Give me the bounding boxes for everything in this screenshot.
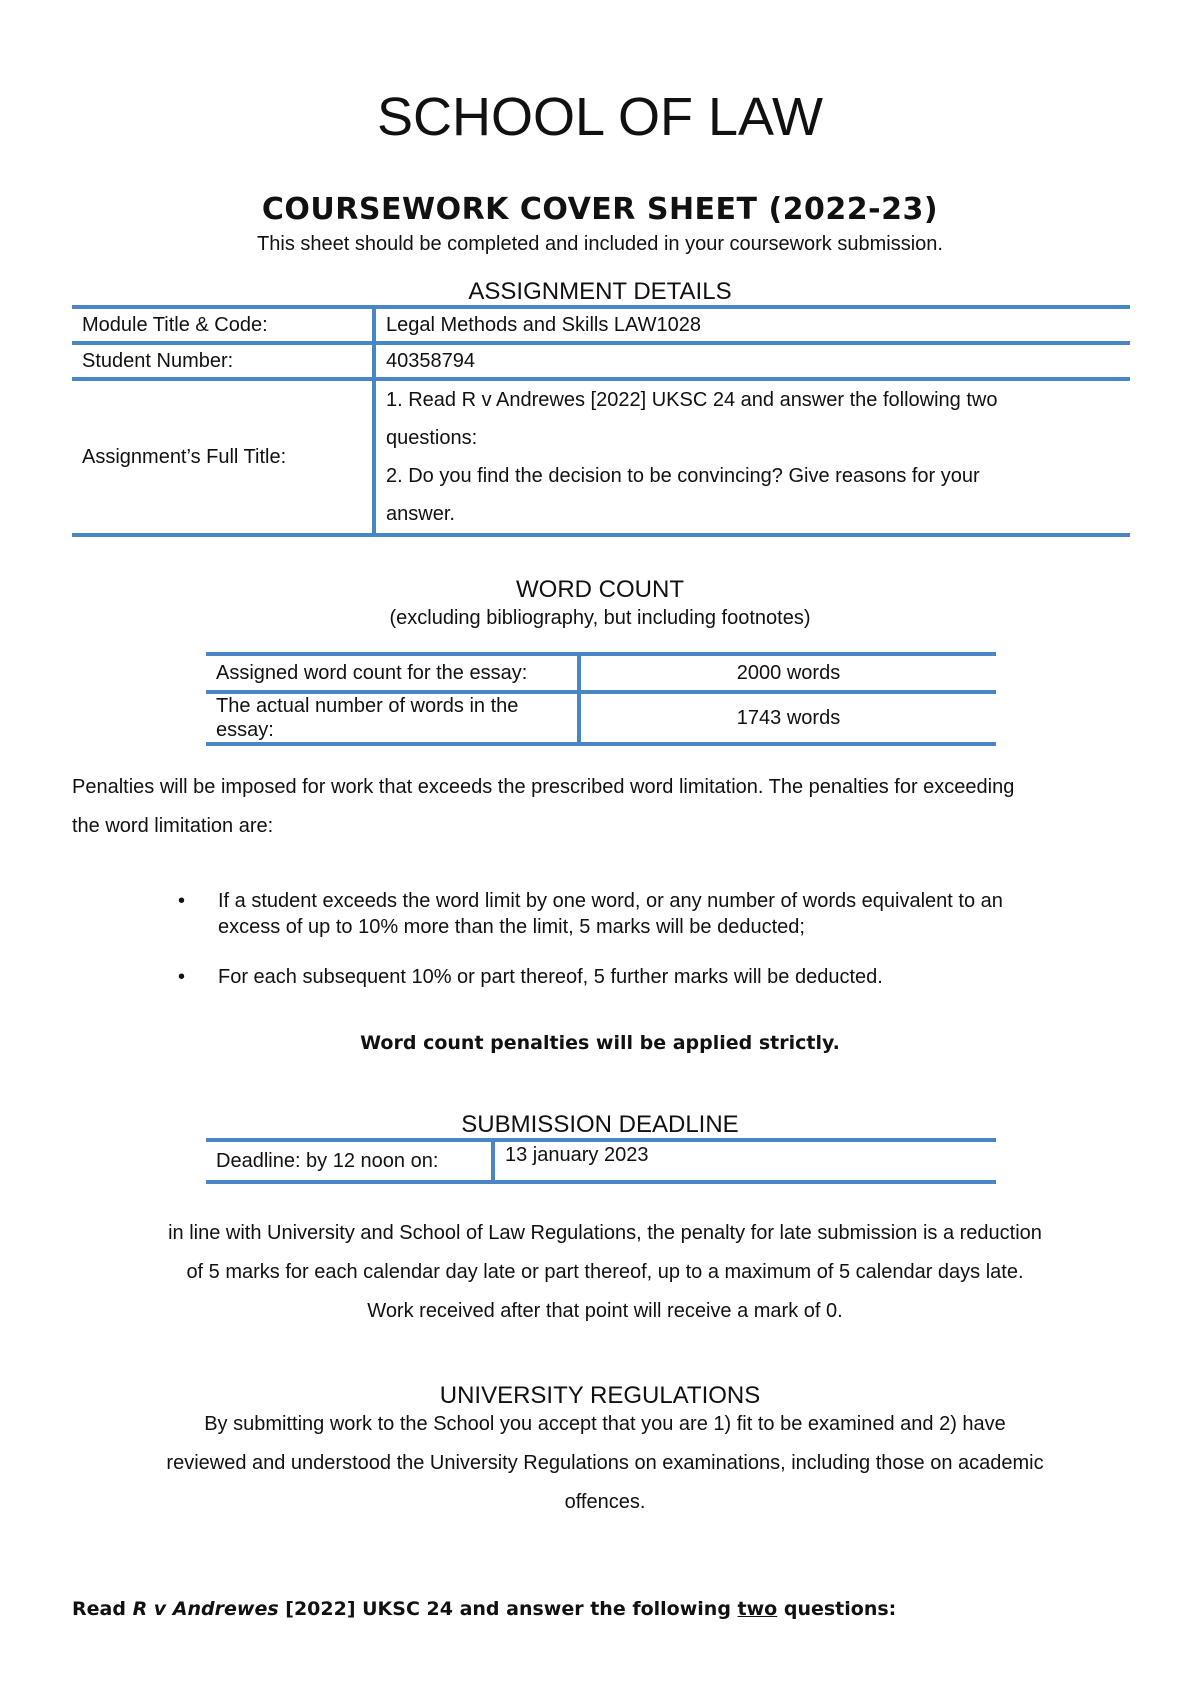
assignment-details-heading: ASSIGNMENT DETAILS	[468, 278, 732, 305]
penalties-intro-line: Penalties will be imposed for work that exceeds the prescribed word limitation. The penalties for exceeding	[72, 776, 1015, 798]
penalty-bullet-line: excess of up to 10% more than the limit, 5 marks will be deducted;	[218, 916, 805, 938]
deadline-value: 13 january 2023	[493, 1140, 996, 1182]
assignment-title-line: questions:	[386, 427, 478, 449]
penalty-bullet-text	[218, 888, 1108, 940]
assigned-word-count-value: 2000 words	[579, 654, 996, 692]
assigned-word-count-label: Assigned word count for the essay:	[206, 654, 579, 692]
assignment-title-line: 2. Do you find the decision to be convincing? Give reasons for your	[386, 465, 980, 487]
instruction-text: Read	[72, 1598, 133, 1620]
intro-text: This sheet should be completed and included in your coursework submission.	[257, 233, 943, 255]
penalty-list	[178, 888, 1108, 1014]
assignment-title-value	[374, 379, 1130, 535]
module-value: Legal Methods and Skills LAW1028	[374, 307, 1130, 343]
instruction-text: questions:	[777, 1598, 897, 1620]
school-heading: SCHOOL OF LAW	[376, 87, 824, 147]
penalties-intro	[72, 768, 1142, 846]
assignment-title-line: 1. Read R v Andrewes [2022] UKSC 24 and answer the following two	[386, 389, 998, 411]
instruction-emphasis: two	[737, 1598, 778, 1620]
instruction-text: [2022] UKSC 24 and answer the following	[278, 1598, 738, 1620]
cover-sheet-title: COURSEWORK COVER SHEET (2022-23)	[261, 192, 939, 227]
submission-deadline-heading: SUBMISSION DEADLINE	[461, 1111, 739, 1138]
late-submission-line: of 5 marks for each calendar day late or part thereof, up to a maximum of 5 calendar days late.	[186, 1261, 1024, 1283]
list-item	[178, 964, 1108, 990]
table-row	[206, 654, 996, 692]
deadline-label: Deadline: by 12 noon on:	[206, 1140, 493, 1182]
regulations-line: offences.	[564, 1491, 646, 1513]
university-regulations-heading: UNIVERSITY REGULATIONS	[439, 1382, 761, 1409]
regulations-text	[130, 1405, 1080, 1522]
actual-word-count-label-line: The actual number of words in the	[216, 695, 519, 717]
assignment-details-table	[72, 305, 1130, 537]
student-number-label: Student Number:	[72, 343, 374, 379]
word-count-heading: WORD COUNT	[516, 576, 684, 603]
penalty-bullet-line: If a student exceeds the word limit by one word, or any number of words equivalent to an	[218, 890, 1003, 912]
assignment-title-label: Assignment’s Full Title:	[72, 379, 374, 535]
list-item	[178, 888, 1108, 940]
actual-word-count-label-line: essay:	[216, 719, 274, 741]
regulations-line: reviewed and understood the University Regulations on examinations, including those on academic	[166, 1452, 1044, 1474]
case-name: R v Andrewes	[132, 1598, 279, 1620]
table-row	[206, 1140, 996, 1182]
bullet-icon: •	[178, 966, 186, 988]
assignment-title-line: answer.	[386, 503, 455, 525]
actual-word-count-value: 1743 words	[579, 692, 996, 744]
bullet-icon: •	[178, 890, 186, 912]
module-label: Module Title & Code:	[72, 307, 374, 343]
question-instruction	[72, 1598, 896, 1620]
table-row	[72, 343, 1130, 379]
penalty-bullet-text: For each subsequent 10% or part thereof, 5 further marks will be deducted.	[218, 966, 883, 988]
table-row	[72, 379, 1130, 535]
word-count-subheading: (excluding bibliography, but including footnotes)	[389, 607, 811, 629]
penalties-intro-line: the word limitation are:	[72, 815, 274, 837]
strict-notice: Word count penalties will be applied strictly.	[360, 1032, 840, 1054]
actual-word-count-label	[206, 692, 579, 744]
word-count-table	[206, 652, 996, 746]
student-number-value: 40358794	[374, 343, 1130, 379]
table-row	[72, 307, 1130, 343]
late-submission-text	[130, 1214, 1080, 1331]
table-row	[206, 692, 996, 744]
late-submission-line: Work received after that point will receive a mark of 0.	[367, 1300, 843, 1322]
late-submission-line: in line with University and School of Law Regulations, the penalty for late submission is a reduction	[168, 1222, 1042, 1244]
deadline-table	[206, 1138, 996, 1184]
regulations-line: By submitting work to the School you accept that you are 1) fit to be examined and 2) have	[204, 1413, 1006, 1435]
